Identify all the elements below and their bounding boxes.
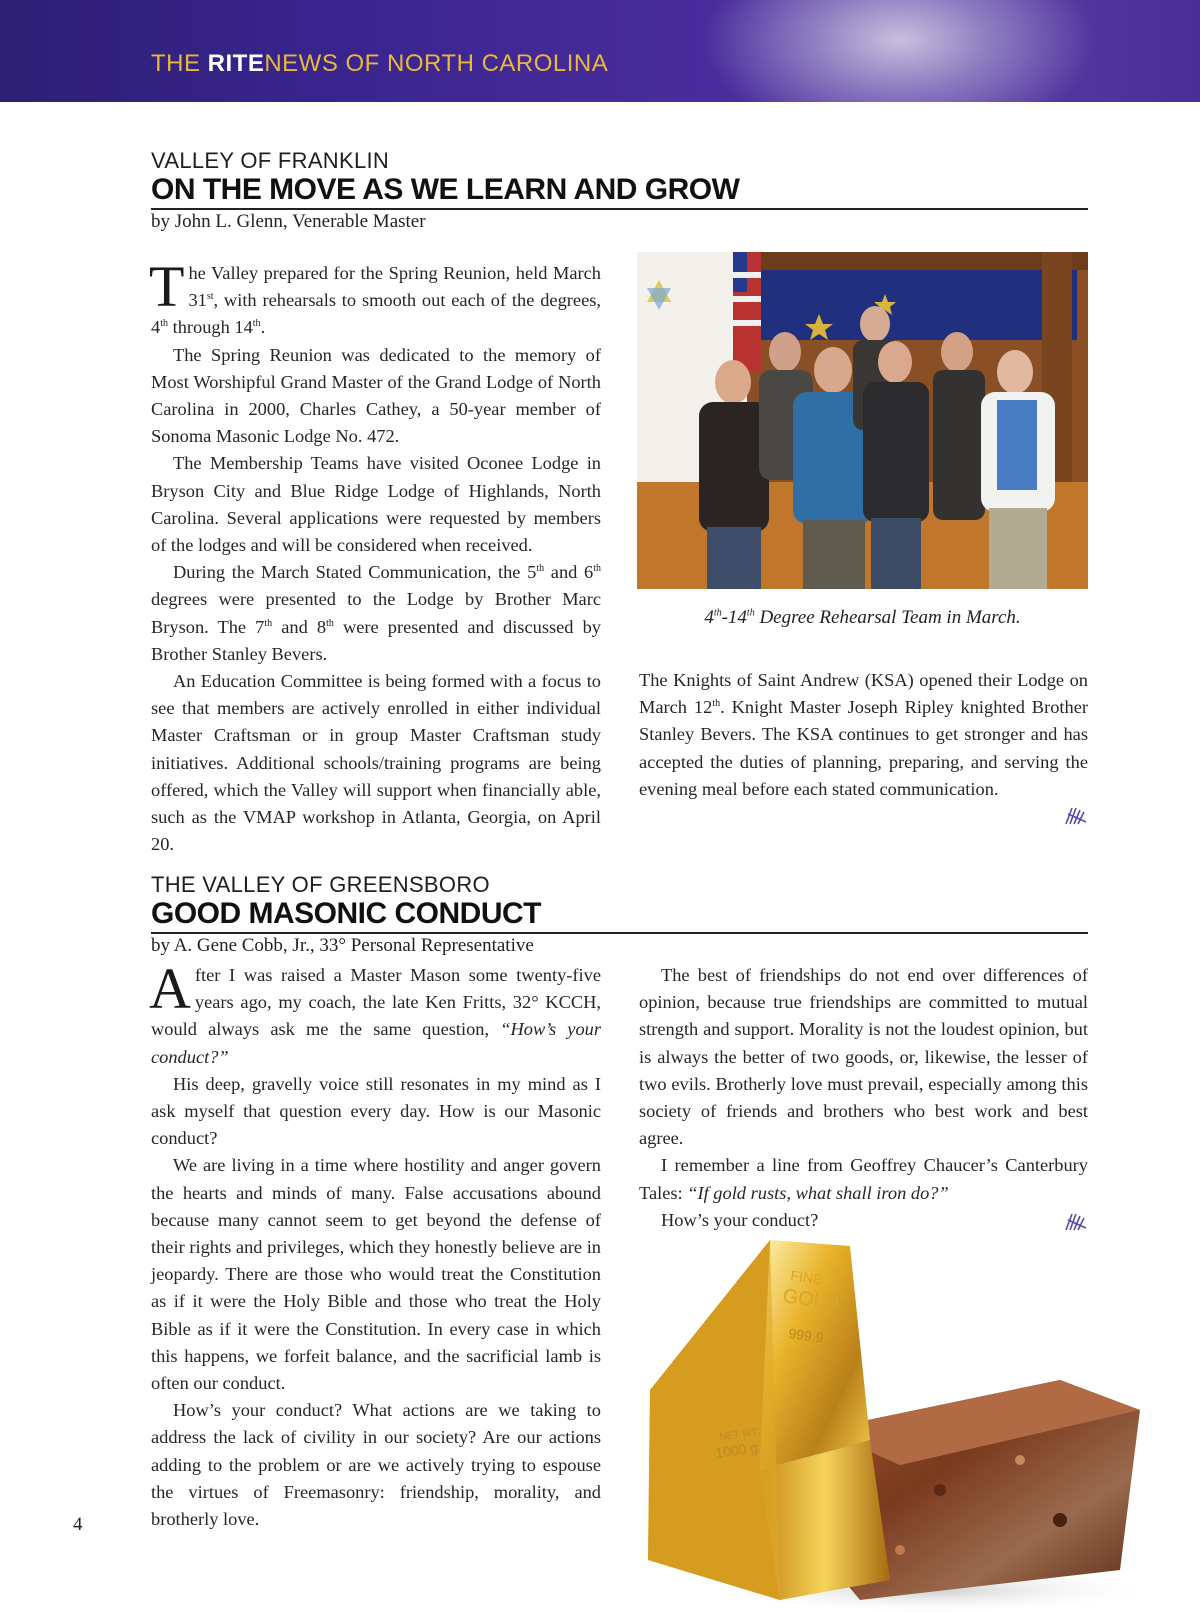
article1-left-column [149,254,601,858]
endmark-icon [1064,804,1088,826]
article1-dropcap: T [149,254,185,319]
photo-caption: 4th-14th Degree Rehearsal Team in March. [704,607,1021,628]
gold-bar-and-rusty-iron-image [640,1240,1160,1613]
svg-text:1000 g: 1000 g [714,1439,759,1461]
article1-paragraph: The Knights of Saint Andrew (KSA) opened their Lodge on March 12th. Knight Master Joseph Ripley knighted Brother Stanley Bevers. The KSA continues to get stronger and has accepted the duties of planning, preparing, and serving the evening meal before each stated communication. [639,670,1088,799]
article2-kicker: THE VALLEY OF GREENSBORO [151,872,490,897]
article1-right-column [639,667,1088,803]
article1-kicker: VALLEY OF FRANKLIN [151,148,390,173]
article1-paragraph: During the March Stated Communication, the 5th and 6th degrees were presented to the Lodge by Brother Marc Bryson. The 7th and 8th were presented and discussed by Brother Stanley Bevers. [151,562,601,664]
article2-paragraph: After I was raised a Master Mason some twenty-five years ago, my coach, the late Ken Fritts, 32° KCCH, would always ask me the same question, “How’s your conduct?” [149,956,601,1067]
rehearsal-team-photo-art [637,252,1088,589]
article2-paragraph: How’s your conduct? [661,1209,819,1230]
svg-text:GOLD: GOLD [781,1285,841,1315]
article2-paragraph: The best of friendships do not end over differences of opinion, because true friendships are committed to mutual strength and support. Morality is not the loudest opinion, but is always the better of two goods, or, likewise, the lesser of two evils. Brotherly love must prevail, especially among this society of friends and brothers who best work and best agree. [639,965,1088,1149]
article2-paragraph: We are living in a time where hostility and anger govern the hearts and minds of many. False accusations abound because many cannot seem to get beyond the defense of their rights and privileges, which they honestly believe are in jeopardy. There are those who would treat the Constitution as if it were the Holy Bible and those who treat the Holy Bible as if it were the Constitution. In every case in which this happens, we forfeit balance, and the sacrificial lamb is often our conduct. [151,1155,601,1394]
article2-right-column [639,962,1088,1234]
svg-text:FINE: FINE [789,1267,824,1288]
svg-text:NET WT: NET WT [718,1426,759,1443]
article1-paragraph: The Valley prepared for the Spring Reunion, held March 31st, with rehearsals to smooth out each of the degrees, 4th through 14th. [149,254,601,338]
article1-byline: by John L. Glenn, Venerable Master [151,211,426,232]
endmark-icon [1064,1210,1088,1232]
article2-headline: GOOD MASONIC CONDUCT [151,896,1088,934]
article2-paragraph: I remember a line from Geoffrey Chaucer’s Canterbury Tales: “If gold rusts, what shall iron do?” [639,1155,1088,1203]
masthead-banner [0,0,1200,102]
rehearsal-team-photo [637,252,1088,589]
article2-left-column [149,956,601,1533]
article2-paragraph: How’s your conduct? What actions are we taking to address the lack of civility in our society? Are our actions adding to the problem or are we actively trying to espouse the virtues of Freemasonry: friendship, morality, and brotherly love. [151,1400,601,1530]
article1-paragraph: An Education Committee is being formed with a focus to see that members are actively enrolled in either individual Master Craftsman or in group Master Craftsman study initiatives. Additional schools/training programs are being offered, which the Valley will support when financially able, such as the VMAP workshop in Atlanta, Georgia, on April 20. [151,671,601,855]
article1-paragraph: The Membership Teams have visited Oconee Lodge in Bryson City and Blue Ridge Lodge of Highlands, North Carolina. Several applications were requested by members of the lodges and will be considered when received. [151,453,601,556]
article2-paragraph: His deep, gravelly voice still resonates in my mind as I ask myself that question every day. How is our Masonic conduct? [151,1073,601,1149]
article2-dropcap: A [149,956,191,1021]
article1-paragraph: The Spring Reunion was dedicated to the memory of Most Worshipful Grand Master of the Grand Lodge of North Carolina in 2000, Charles Cathey, a 50-year member of Sonoma Masonic Lodge No. 472. [151,344,601,447]
article2-byline: by A. Gene Cobb, Jr., 33° Personal Representative [151,935,534,956]
svg-text:999.9: 999.9 [787,1325,825,1346]
article1-headline: ON THE MOVE AS WE LEARN AND GROW [151,172,1088,210]
masthead-title: THE RITENEWS OF NORTH CAROLINA [151,50,609,77]
page-number: 4 [73,1514,83,1535]
